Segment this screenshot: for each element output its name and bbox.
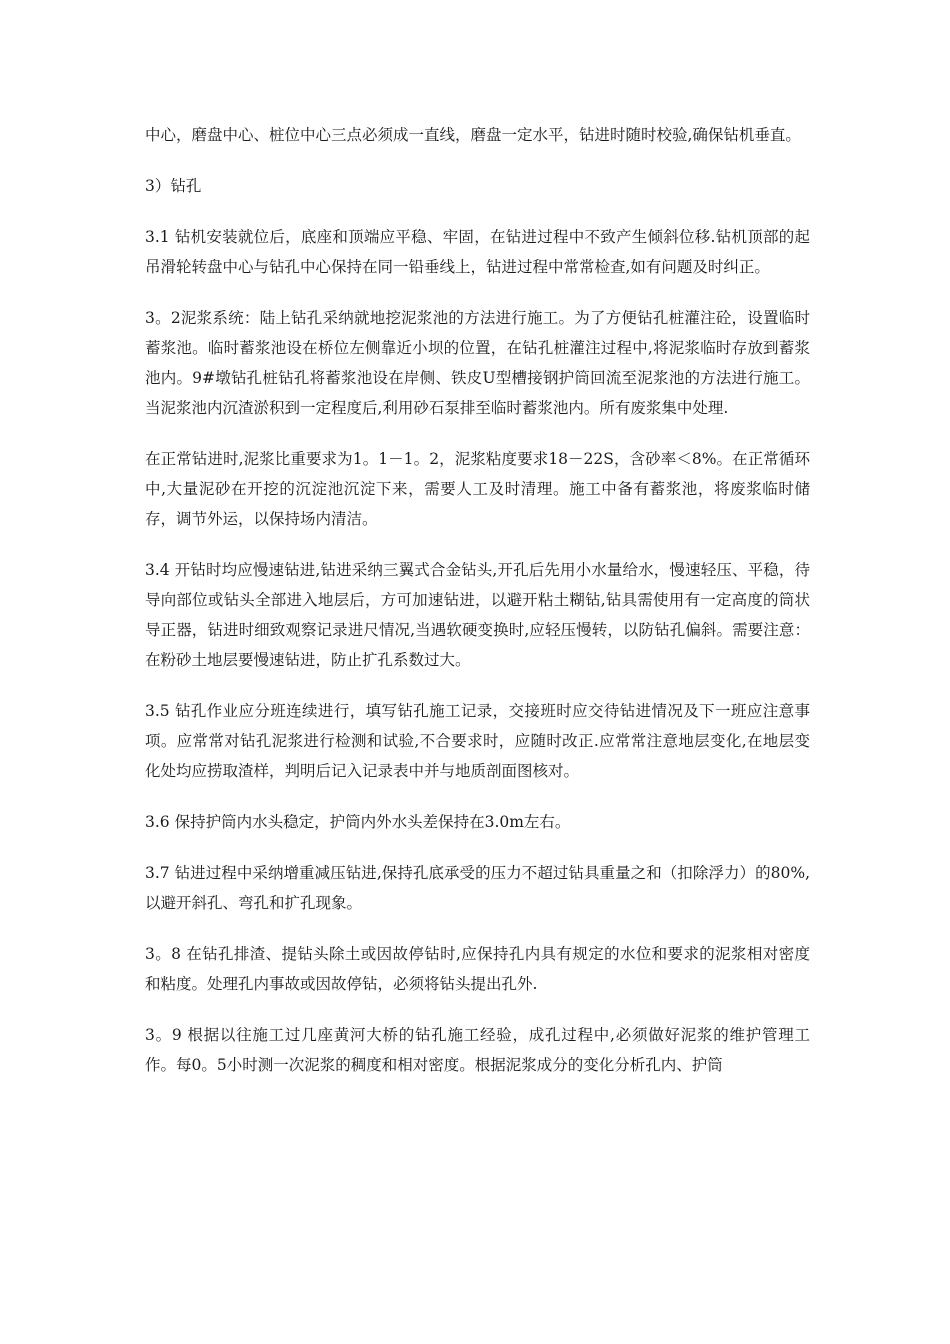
paragraph-3-4-slow-drilling: 3.4 开钻时均应慢速钻进,钻进采纳三翼式合金钻头,开孔后先用小水量给水，慢速轻压、平稳，待导向部位或钻头全部进入地层后，方可加速钻进，以避开粘土糊钻,钻具需使用有一定高度的筒状导正器，钻进时细致观察记录进尺情况,当遇软硬变换时,应轻压慢转，以防钻孔偏斜。需要注意：在粉砂土地层要慢速钻进，防止扩孔系数过大。	[145, 561, 810, 669]
paragraph-3-2-mud-system: 3。2泥浆系统：陆上钻孔采纳就地挖泥浆池的方法进行施工。为了方便钻孔桩灌注砼，设置临时蓄浆池。临时蓄浆池设在桥位左侧靠近小坝的位置，在钻孔桩灌注过程中,将泥浆临时存放到蓄浆池内。9#墩钻孔桩钻孔将蓄浆池设在岸侧、铁皮U型槽接钢护筒回流至泥浆池的方法进行施工。当泥浆池内沉渣淤积到一定程度后,利用砂石泵排至临时蓄浆池内。所有废浆集中处理.	[145, 309, 810, 417]
paragraph-continuation-center-alignment: 中心，磨盘中心、桩位中心三点必须成一直线，磨盘一定水平，钻进时随时校验,确保钻机垂直。	[145, 126, 801, 144]
paragraph-3-1-rig-installation: 3.1 钻机安装就位后，底座和顶端应平稳、牢固，在钻进过程中不致产生倾斜位移.钻机顶部的起吊滑轮转盘中心与钻孔中心保持在同一铅垂线上，钻进过程中常常检查,如有问题及时纠正。	[145, 228, 810, 276]
paragraph-mud-parameters: 在正常钻进时,泥浆比重要求为1。1－1。2，泥浆粘度要求18－22S，含砂率＜8%。在正常循环中,大量泥砂在开挖的沉淀池沉淀下来，需要人工及时清理。施工中备有蓄浆池，将废浆临时储存，调节外运，以保持场内清洁。	[145, 450, 810, 528]
paragraph-3-9-mud-maintenance: 3。9 根据以往施工过几座黄河大桥的钻孔施工经验，成孔过程中,必须做好泥浆的维护管理工作。每0。5小时测一次泥浆的稠度和相对密度。根据泥浆成分的变化分析孔内、护筒	[145, 1026, 810, 1074]
document-body	[145, 120, 810, 1101]
paragraph-3-6-water-head: 3.6 保持护筒内水头稳定，护筒内外水头差保持在3.0m左右。	[145, 813, 571, 831]
paragraph-3-8-stoppage: 3。8 在钻孔排渣、提钻头除土或因故停钻时,应保持孔内具有规定的水位和要求的泥浆相对密度和粘度。处理孔内事故或因故停钻，必须将钻头提出孔外.	[145, 945, 810, 993]
section-heading-drilling: 3）钻孔	[145, 177, 202, 195]
paragraph-3-7-weighted-drilling: 3.7 钻进过程中采纳增重减压钻进,保持孔底承受的压力不超过钻具重量之和（扣除浮力）的80%,以避开斜孔、弯孔和扩孔现象。	[145, 864, 810, 912]
paragraph-3-5-shift-work: 3.5 钻孔作业应分班连续进行，填写钻孔施工记录，交接班时应交待钻进情况及下一班应注意事项。应常常对钻孔泥浆进行检测和试验,不合要求时，应随时改正.应常常注意地层变化,在地层变化处均应捞取渣样，判明后记入记录表中并与地质剖面图核对。	[145, 702, 810, 780]
